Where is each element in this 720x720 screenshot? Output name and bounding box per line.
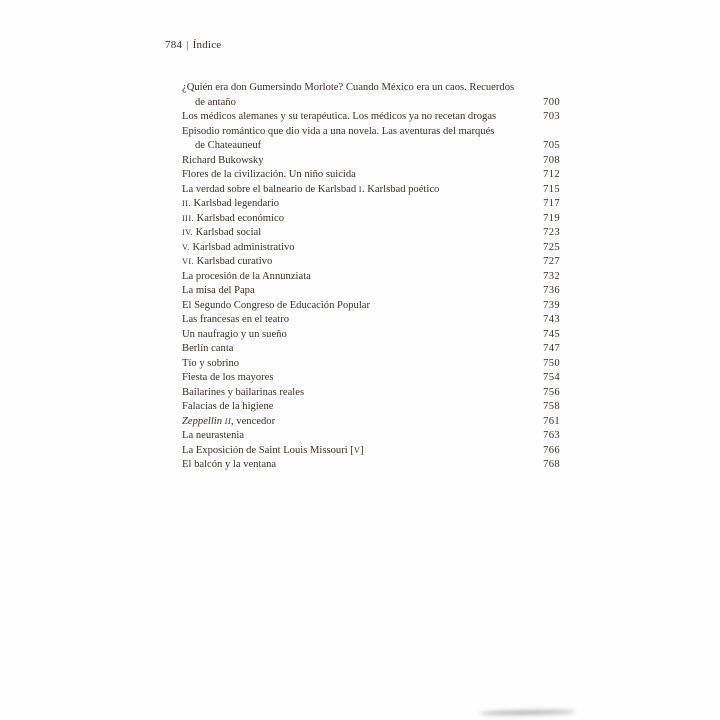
toc-entry-title — [182, 226, 261, 241]
toc-entry-title — [182, 429, 244, 444]
toc-entry-line — [182, 96, 560, 111]
toc-entry-line — [182, 226, 560, 241]
toc-page-number: 723 — [543, 227, 560, 238]
toc-entry-line — [182, 342, 560, 357]
toc-entry-line — [182, 284, 560, 299]
toc-text-segment: La Exposición de Saint Louis Missouri [ — [182, 444, 354, 456]
toc-text-segment: . Karlsbad poético — [361, 183, 440, 195]
toc-text-segment: Los médicos alemanes y su terapéutica. Los médicos ya no recetan drogas — [182, 111, 497, 122]
toc-text-segment: de antaño — [195, 96, 236, 108]
toc-entry-line — [182, 197, 560, 212]
header-separator: | — [186, 39, 189, 51]
toc-text-segment: Episodio romántico que dio vida a una novela. Las aventuras del marqués — [182, 125, 495, 137]
toc-entry-title — [182, 328, 287, 343]
toc-text-segment: Karlsbad administrativo — [189, 241, 295, 253]
toc-entry-title — [182, 400, 273, 415]
toc-page-number: 700 — [543, 96, 560, 108]
toc-page-number: 745 — [543, 328, 560, 340]
header-title: Índice — [192, 39, 222, 51]
toc-page-number: 725 — [543, 241, 560, 253]
toc-page-number: 705 — [543, 140, 560, 151]
toc-entry-line — [182, 168, 560, 183]
toc-entry-line — [182, 110, 560, 125]
toc-text-segment: Karlsbad legendario — [190, 198, 280, 209]
toc-page-number: 739 — [543, 299, 560, 311]
toc-entry-line — [182, 386, 560, 401]
toc-entry-title — [182, 313, 289, 328]
toc-page-number: 736 — [543, 285, 560, 296]
folio-page-number: 784 — [165, 39, 183, 51]
toc-entry-title — [182, 357, 239, 372]
toc-text-segment: Karlsbad curativo — [194, 256, 273, 267]
toc-text-segment: II. — [182, 199, 191, 208]
toc-text-segment: ] — [360, 444, 364, 456]
toc-entry-line — [182, 328, 560, 343]
toc-text-segment: Las francesas en el teatro — [182, 314, 290, 325]
toc-text-segment: Fiesta de los mayores — [182, 372, 274, 383]
toc-page-number: 761 — [543, 415, 560, 427]
toc-text-segment: Tío y sobrino — [182, 357, 240, 369]
toc-entry-title — [182, 415, 275, 430]
toc-entry-title — [182, 110, 496, 125]
toc-entry-line — [182, 270, 560, 285]
toc-entry-line — [182, 458, 560, 473]
running-header — [165, 39, 221, 51]
toc-page-number: 768 — [543, 459, 560, 470]
toc-page-number: 766 — [543, 444, 560, 456]
toc-text-segment: II — [224, 416, 231, 426]
scan-artifact-smudge — [480, 709, 575, 716]
toc-entry-line — [182, 183, 560, 198]
toc-entry-title — [182, 168, 356, 183]
toc-text-segment: El balcón y la ventana — [182, 459, 277, 470]
toc-page-number: 717 — [543, 198, 560, 209]
toc-entry-line — [182, 371, 560, 386]
toc-page-number: 708 — [543, 154, 560, 166]
toc-entry-title — [182, 154, 264, 169]
toc-entry-line — [182, 212, 560, 227]
toc-entry-title — [182, 212, 284, 227]
toc-text-segment: Un naufragio y un sueño — [182, 328, 287, 340]
toc-entry-title — [182, 241, 295, 256]
toc-text-segment: V — [353, 445, 361, 455]
toc-page-number: 763 — [543, 430, 560, 441]
toc-text-segment: Karlsbad social — [192, 227, 262, 238]
toc-text-segment: La neurastenia — [182, 430, 245, 441]
toc-entry-line — [182, 139, 560, 154]
toc-entry-line — [182, 299, 560, 314]
toc-entry-title — [182, 342, 233, 357]
toc-text-segment: de Chateauneuf — [195, 140, 262, 151]
toc-text-segment: Berlín canta — [182, 343, 234, 354]
toc-text-segment: Zeppellin — [182, 415, 225, 427]
toc-page-number: 754 — [543, 372, 560, 383]
toc-entry-line — [182, 313, 560, 328]
toc-page-number: 727 — [543, 256, 560, 267]
toc-entry-line — [182, 444, 560, 459]
toc-entry-line — [182, 400, 560, 415]
toc-text-segment: Richard Bukowsky — [182, 154, 264, 166]
toc-page-number: 732 — [543, 270, 560, 282]
toc-entry-title — [182, 284, 255, 299]
toc-page-number: 747 — [543, 343, 560, 354]
toc-text-segment: El Segundo Congreso de Educación Popular — [182, 299, 371, 311]
toc-text-segment: Karlsbad económico — [193, 212, 284, 224]
toc-text-segment: VI. — [182, 257, 195, 266]
toc-text-segment: V. — [182, 242, 190, 252]
toc-entry-line — [182, 241, 560, 256]
toc-entry-title — [182, 81, 514, 96]
toc-entry-title — [182, 183, 439, 198]
toc-entry-title — [195, 139, 261, 154]
toc-entry-line — [182, 154, 560, 169]
toc-entry-line — [182, 429, 560, 444]
toc-text-segment: La misa del Papa — [182, 285, 255, 296]
toc-entry-title — [195, 96, 236, 111]
toc-text-segment: III. — [182, 213, 194, 223]
toc-entry-title — [182, 125, 494, 140]
toc-entry-line — [182, 81, 560, 96]
table-of-contents — [182, 81, 560, 473]
toc-text-segment: Falacias de la higiene — [182, 401, 274, 412]
toc-entry-title — [182, 255, 272, 270]
toc-text-segment: La procesión de la Annunziata — [182, 270, 311, 282]
toc-entry-line — [182, 357, 560, 372]
toc-text-segment: La verdad sobre el balneario de Karlsbad — [182, 183, 359, 195]
toc-page-number: 719 — [543, 212, 560, 224]
toc-entry-title — [182, 270, 311, 285]
toc-entry-title — [182, 444, 364, 459]
toc-text-segment: I — [358, 184, 362, 194]
toc-entry-title — [182, 458, 276, 473]
toc-entry-title — [182, 386, 304, 401]
toc-page-number: 756 — [543, 386, 560, 398]
toc-page-number: 712 — [543, 169, 560, 180]
toc-text-segment: Flores de la civilización. Un niño suicida — [182, 169, 356, 180]
toc-page-number: 743 — [543, 314, 560, 325]
toc-text-segment: ¿Quién era don Gumersindo Morlote? Cuando México era un caos. Recuerdos — [182, 82, 515, 93]
toc-entry-title — [182, 197, 279, 212]
toc-entry-title — [182, 299, 370, 314]
toc-page-number: 715 — [543, 183, 560, 195]
toc-entry-line — [182, 125, 560, 140]
toc-entry-line — [182, 415, 560, 430]
toc-text-segment: IV. — [182, 228, 193, 237]
toc-page-number: 703 — [543, 111, 560, 122]
toc-text-segment: , vencedor — [231, 415, 276, 427]
toc-entry-line — [182, 255, 560, 270]
toc-page-number: 750 — [543, 357, 560, 369]
toc-entry-title — [182, 371, 274, 386]
toc-text-segment: Bailarines y bailarinas reales — [182, 386, 305, 398]
toc-page-number: 758 — [543, 401, 560, 412]
